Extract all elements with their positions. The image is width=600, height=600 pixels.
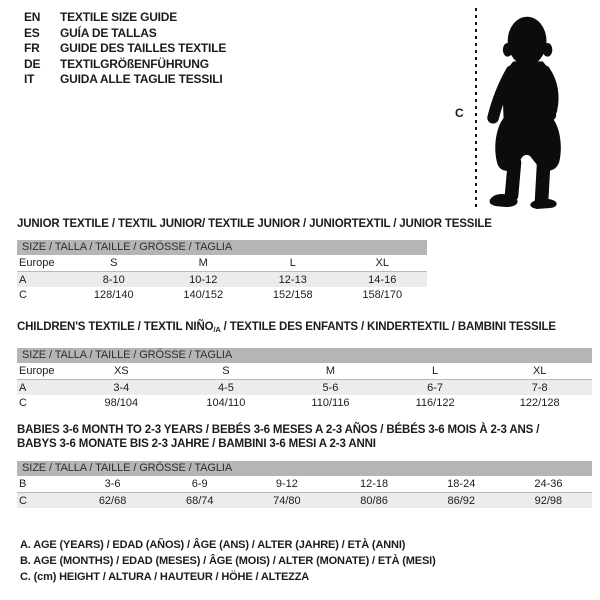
table-cell: 24-36 [534, 478, 563, 490]
table-cell: 3-6 [104, 478, 121, 490]
table-row [17, 379, 592, 395]
table-title [17, 320, 592, 337]
table-cell: 6-9 [191, 478, 208, 490]
language-code: IT [24, 72, 35, 87]
table-cell: S [222, 365, 230, 377]
table-cell: 14-16 [368, 274, 397, 286]
language-row [24, 41, 226, 57]
table-cell: XL [532, 365, 547, 377]
table-cell: 86/92 [447, 495, 475, 507]
table-title-text: / TEXTILE DES ENFANTS / KINDERTEXTIL / BAMBINI TESSILE [220, 321, 556, 333]
language-row [24, 57, 226, 73]
row-label: C [19, 289, 27, 301]
table-cell: 152/158 [272, 289, 313, 301]
table-row [17, 271, 427, 287]
table-cell: 80/86 [360, 495, 388, 507]
row-label: B [19, 478, 27, 490]
row-label: Europe [19, 365, 55, 377]
language-title: GUIDA ALLE TAGLIE TESSILI [60, 72, 223, 87]
table-cell: S [110, 257, 118, 269]
table-cell: XL [375, 257, 389, 269]
table-cell: M [198, 257, 208, 269]
row-label: A [19, 382, 27, 394]
language-title: GUÍA DE TALLAS [60, 25, 157, 40]
table-cell: 122/128 [519, 397, 560, 409]
height-figure [452, 6, 598, 218]
size-table-junior [17, 217, 492, 303]
language-title: TEXTILGRÖßENFÜHRUNG [60, 56, 209, 71]
table-title-text: CHILDREN'S TEXTILE / TEXTIL NIÑO [17, 321, 214, 333]
table-title-subscript: /A [213, 325, 221, 334]
table-cell: 110/116 [311, 397, 350, 409]
language-list [24, 10, 226, 88]
note-line: C. (cm) HEIGHT / ALTURA / HAUTEUR / HÖHE / ALTEZZA [20, 571, 310, 583]
table-cell: 12-13 [278, 274, 307, 286]
table-cell: 8-10 [102, 274, 125, 286]
table-title-line: BABYS 3-6 MONATE BIS 2-3 JAHRE / BAMBINI 3-6 MESI A 2-3 ANNI [17, 438, 376, 450]
table-cell: 158/170 [362, 289, 403, 301]
row-label: Europe [19, 257, 55, 269]
size-header-bar: SIZE / TALLA / TAILLE / GRÖSSE / TAGLIA [17, 461, 592, 476]
language-title: TEXTILE SIZE GUIDE [60, 10, 178, 24]
note-line: A. AGE (YEARS) / EDAD (AÑOS) / ÂGE (ANS) / ALTER (JAHRE) / ETÀ (ANNI) [20, 539, 406, 551]
table-cell: 18-24 [447, 478, 476, 490]
language-code: EN [24, 10, 41, 24]
language-row [24, 26, 226, 42]
table-cell: 140/152 [183, 289, 224, 301]
language-title: GUIDE DES TAILLES TEXTILE [60, 41, 227, 56]
table-title-line: BABIES 3-6 MONTH TO 2-3 YEARS / BEBÉS 3-6 MESES A 2-3 AÑOS / BÉBÉS 3-6 MOIS À 2-3 ANS / [17, 424, 540, 436]
language-code: ES [24, 25, 40, 40]
table-cell: 5-6 [322, 382, 339, 394]
language-row [24, 72, 226, 88]
table-row [17, 363, 592, 379]
height-marker-label: C [455, 106, 464, 120]
table-title: JUNIOR TEXTILE / TEXTIL JUNIOR/ TEXTILE JUNIOR / JUNIORTEXTIL / JUNIOR TESSILE [17, 218, 492, 230]
table-cell: 128/140 [93, 289, 134, 301]
table-cell: 9-12 [275, 478, 298, 490]
table-cell: L [432, 365, 439, 377]
table-cell: 4-5 [217, 382, 234, 394]
size-header-bar: SIZE / TALLA / TAILLE / GRÖSSE / TAGLIA [17, 240, 427, 255]
table-cell: L [289, 257, 296, 269]
row-label: C [19, 495, 27, 507]
table-row [17, 255, 427, 271]
note-line: B. AGE (MONTHS) / EDAD (MESES) / ÂGE (MOIS) / ALTER (MONATE) / ETÀ (MESI) [20, 555, 436, 567]
table-cell: 7-8 [531, 382, 548, 394]
height-marker-line [475, 8, 477, 210]
table-cell: 74/80 [273, 495, 301, 507]
table-cell: XS [113, 365, 129, 377]
language-code: FR [24, 41, 40, 56]
language-code: DE [24, 56, 41, 71]
table-cell: 116/122 [415, 397, 455, 409]
table-cell: 68/74 [185, 495, 214, 507]
table-title [17, 423, 592, 451]
table-cell: 98/104 [104, 397, 139, 409]
size-table-babies [17, 423, 592, 508]
table-row [17, 287, 427, 303]
table-cell: 12-18 [360, 478, 389, 490]
row-label: A [19, 274, 27, 286]
table-row [17, 492, 592, 508]
table-cell: 104/110 [206, 397, 246, 409]
table-row [17, 476, 592, 492]
baby-silhouette-icon [484, 9, 576, 209]
size-table-children [17, 320, 592, 411]
table-cell: 10-12 [189, 274, 218, 286]
table-cell: M [325, 365, 336, 377]
legend-notes [20, 537, 436, 585]
table-cell: 62/68 [98, 495, 127, 507]
table-cell: 92/98 [534, 495, 563, 507]
table-row [17, 395, 592, 411]
row-label: C [19, 397, 27, 409]
table-cell: 3-4 [113, 382, 130, 394]
size-header-bar: SIZE / TALLA / TAILLE / GRÖSSE / TAGLIA [17, 348, 592, 363]
table-cell: 6-7 [427, 382, 444, 394]
language-row [24, 10, 226, 26]
